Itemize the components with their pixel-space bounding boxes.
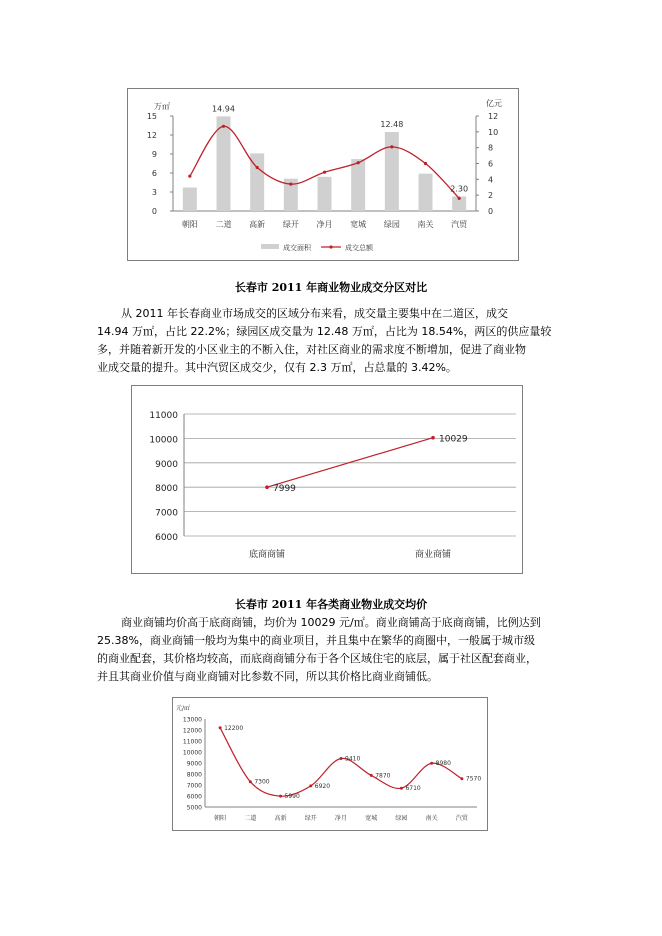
y-tick-label-right: 10 [488, 127, 499, 137]
bar-绿园 [385, 132, 399, 211]
legend-marker-total [329, 245, 332, 248]
y-tick-label-left: 12 [146, 131, 157, 140]
line-series-price [220, 728, 462, 796]
x-tick-label: 高新 [274, 815, 287, 822]
y-tick-label-right: 8 [488, 143, 494, 153]
line-point-二道 [222, 125, 225, 128]
y-tick-label: 11000 [182, 738, 202, 746]
line-point-高新 [279, 795, 282, 798]
paragraph-line: 业成交量的提升。其中汽贸区成交少，仅有 2.3 万㎡，占总量的 3.42%。 [97, 361, 457, 374]
x-tick-label: 宽城 [350, 220, 367, 229]
y-tick-label: 6000 [155, 533, 178, 543]
line-point-净月 [340, 757, 343, 760]
bar-data-label: 14.94 [212, 104, 235, 114]
data-label: 8980 [435, 760, 451, 768]
x-tick-label: 底商商铺 [248, 550, 286, 560]
bar-data-label: 2.30 [450, 184, 469, 194]
data-label: 10029 [439, 434, 468, 445]
x-tick-label: 汽贸 [451, 220, 468, 229]
x-tick-label: 南关 [425, 815, 438, 822]
y-tick-label-right: 2 [488, 191, 494, 201]
y-tick-label-right: 4 [488, 175, 494, 185]
chart-district-comparison-svg [128, 89, 518, 260]
y-tick-label-left: 15 [146, 112, 157, 121]
data-label: 6710 [405, 785, 421, 793]
line-point-净月 [323, 171, 326, 174]
y-tick-label: 6000 [186, 793, 202, 801]
bar-南关 [419, 174, 433, 211]
line-point-绿开 [289, 182, 292, 185]
y-tick-label: 11000 [149, 411, 178, 421]
caption-chart-1: 长春市 2011 年商业物业成交分区对比 [234, 281, 428, 294]
x-tick-label: 南关 [417, 220, 434, 229]
x-tick-label: 商业商铺 [414, 550, 452, 560]
line-point-汽贸 [460, 777, 463, 780]
line-point-宽城 [357, 161, 360, 164]
chart-average-price-svg [132, 386, 522, 573]
x-tick-label: 朝阳 [214, 815, 227, 822]
x-tick-label: 绿开 [282, 220, 299, 229]
line-point-汽贸 [458, 197, 461, 200]
y-tick-label-right: 12 [488, 112, 499, 121]
x-tick-label: 朝阳 [181, 220, 198, 229]
line-point-二道 [249, 780, 252, 783]
y-tick-label-right: 6 [488, 159, 494, 169]
line-point-绿园 [390, 145, 393, 148]
line-point-南关 [430, 762, 433, 765]
data-label: 7870 [375, 772, 391, 780]
y-tick-label: 5000 [186, 804, 202, 812]
x-tick-label: 宽城 [365, 815, 378, 822]
x-tick-label: 净月 [334, 815, 348, 822]
x-tick-label: 绿园 [395, 815, 408, 822]
line-point-绿园 [400, 787, 403, 790]
data-label: 9410 [345, 755, 361, 763]
line-point-商业商铺 [431, 436, 435, 440]
y-axis-unit: 元/㎡ [176, 705, 191, 712]
y-tick-label: 7000 [155, 508, 178, 519]
y-tick-label: 10000 [149, 435, 178, 446]
x-tick-label: 高新 [249, 220, 266, 229]
y-tick-label: 7000 [186, 782, 202, 790]
paragraph-district-analysis [97, 305, 569, 377]
x-tick-label: 净月 [316, 220, 333, 229]
bar-净月 [318, 177, 332, 211]
data-label: 7570 [465, 775, 482, 783]
y-tick-label-right: 0 [488, 207, 494, 216]
y-tick-label: 8000 [155, 484, 178, 495]
paragraph-line: 25.38%，商业商铺一般均为集中的商业项目，并且集中在繁华的商圈中，一般属于城市级 [97, 634, 535, 647]
paragraph-line: 商业商铺均价高于底商商铺，均价为 10029 元/㎡。商业商铺高于底商商铺，比例达到 [121, 616, 541, 629]
legend-swatch-area [261, 244, 279, 249]
y-tick-label-left: 9 [151, 150, 157, 159]
bar-二道 [217, 116, 231, 211]
paragraph-price-analysis [97, 614, 569, 686]
legend-label-total: 成交总额 [345, 244, 373, 252]
paragraph-line: 并且其商业价值与商业商铺对比参数不同，所以其价格比商业商铺低。 [97, 670, 438, 683]
x-tick-label: 二道 [215, 220, 232, 229]
line-point-朝阳 [219, 726, 222, 729]
x-tick-label: 汽贸 [455, 815, 468, 822]
legend-label-area: 成交面积 [283, 244, 311, 252]
y-tick-label: 10000 [182, 749, 202, 757]
x-tick-label: 绿开 [304, 815, 317, 822]
y-axis-unit-left: 万㎡ [154, 102, 170, 111]
bar-宽城 [351, 159, 365, 211]
y-tick-label: 13000 [182, 716, 202, 724]
y-tick-label: 9000 [155, 459, 178, 470]
chart-district-price-svg [173, 698, 487, 830]
chart-average-price [131, 385, 523, 574]
y-tick-label: 9000 [186, 760, 202, 768]
y-tick-label-left: 0 [151, 207, 157, 216]
y-tick-label-left: 3 [151, 188, 157, 197]
x-tick-label: 二道 [244, 815, 257, 822]
paragraph-line: 的商业配套，其价格均较高，而底商商铺分布于各个区域住宅的底层，属于社区配套商业， [97, 652, 537, 665]
data-label: 5990 [284, 793, 300, 801]
paragraph-line: 多，并随着新开发的小区业主的不断入住，对社区商业的需求度不断增加，促进了商业物 [97, 343, 526, 356]
data-label: 12200 [224, 724, 244, 732]
data-label: 7300 [254, 778, 270, 786]
line-point-南关 [424, 162, 427, 165]
caption-chart-2: 长春市 2011 年各类商业物业成交均价 [234, 598, 428, 611]
y-tick-label: 8000 [186, 771, 202, 779]
line-point-绿开 [309, 784, 312, 787]
x-tick-label: 绿园 [383, 220, 400, 229]
bar-data-label: 12.48 [380, 119, 404, 129]
paragraph-line: 从 2011 年长春商业市场成交的区域分布来看，成交量主要集中在二道区，成交 [121, 307, 508, 320]
data-label: 6920 [314, 782, 331, 790]
line-point-高新 [256, 166, 259, 169]
chart-district-comparison [127, 88, 519, 261]
data-label: 7999 [273, 484, 296, 495]
line-point-宽城 [370, 774, 373, 777]
y-axis-unit-right: 亿元 [486, 99, 502, 108]
y-tick-label: 12000 [182, 727, 202, 735]
y-tick-label-left: 6 [151, 169, 157, 178]
line-point-朝阳 [188, 175, 191, 178]
line-point-底商商铺 [265, 485, 269, 489]
paragraph-line: 14.94 万㎡，占比 22.2%；绿园区成交量为 12.48 万㎡，占比为 18.54%，两区的供应量较 [97, 325, 552, 338]
bar-朝阳 [183, 188, 197, 211]
chart-district-price [172, 697, 488, 831]
